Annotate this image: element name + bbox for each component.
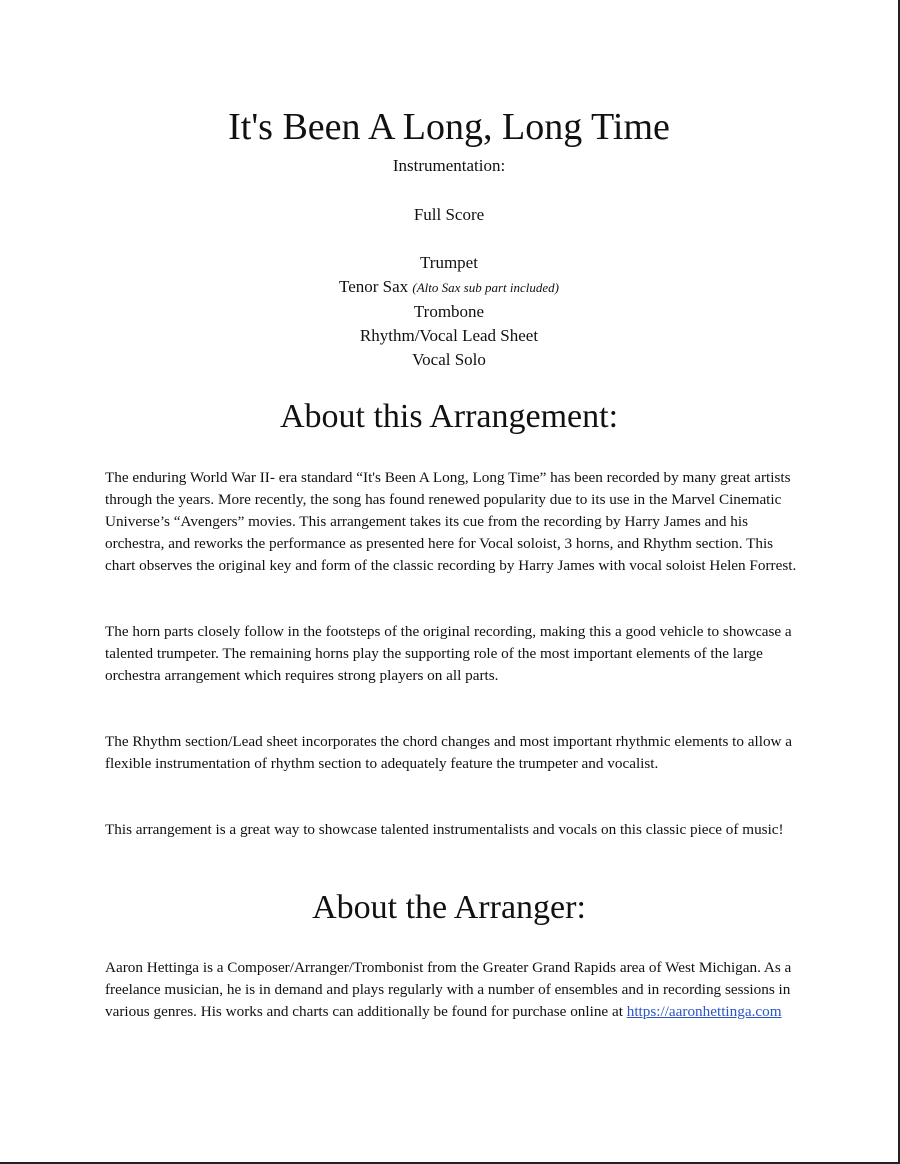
arranger-paragraph: [105, 957, 805, 1023]
part-item: [0, 251, 898, 275]
part-name: Rhythm/Vocal Lead Sheet: [359, 326, 539, 345]
arrangement-paragraph-1: The enduring World War II- era standard “It's Been A Long, Long Time” has been recorded by many great artists through the years. More recently, the song has found renewed popularity due to its use in the Marvel Cinematic Universe’s “Avengers” movies. This arrangement takes its cue from the recording by Harry James and his orchestra, and reworks the performance as presented here for Vocal soloist, 3 horns, and Rhythm section. This chart observes the original key and form of the classic recording by Harry James with vocal soloist Helen Forrest.: [105, 469, 797, 574]
arrangement-paragraph-2: The horn parts closely follow in the footsteps of the original recording, making this a good vehicle to showcase a talented trumpeter. The remaining horns play the supporting role of the most important elements of the large orchestra arrangement which requires strong players on all parts.: [105, 623, 792, 684]
part-name: Tenor Sax: [339, 277, 409, 296]
arranger-bio: Aaron Hettinga is a Composer/Arranger/Trombonist from the Greater Grand Rapids area of West Michigan. As a freelance musician, he is in demand and plays regularly with a number of ensembles and in recording sessions in various genres. His works and charts can additionally be found for purchase online at: [105, 959, 792, 1020]
part-note: (Alto Sax sub part included): [412, 280, 559, 295]
part-name: Trumpet: [420, 253, 478, 272]
part-item: [0, 348, 898, 372]
part-item: [0, 324, 898, 348]
arrangement-paragraph-4: This arrangement is a great way to showcase talented instrumentalists and vocals on this classic piece of music!: [105, 821, 784, 838]
page-title: It's Been A Long, Long Time: [228, 106, 670, 148]
full-score-label: Full Score: [413, 205, 485, 224]
instrumentation-list: [0, 203, 898, 372]
instrumentation-heading: Instrumentation:: [392, 156, 506, 175]
part-name: Vocal Solo: [412, 350, 486, 369]
part-item: [0, 300, 898, 324]
about-arranger-heading: About the Arranger:: [312, 889, 586, 926]
website-link[interactable]: https://aaronhettinga.com: [626, 1003, 782, 1020]
spacer: [0, 227, 898, 251]
part-item: [0, 275, 898, 300]
about-arrangement-heading: About this Arrangement:: [279, 398, 619, 435]
arrangement-paragraph-3: The Rhythm section/Lead sheet incorporates the chord changes and most important rhythmic elements to allow a flexible instrumentation of rhythm section to adequately feature the trumpeter and vocalist.: [105, 733, 793, 772]
part-name: Trombone: [413, 302, 485, 321]
